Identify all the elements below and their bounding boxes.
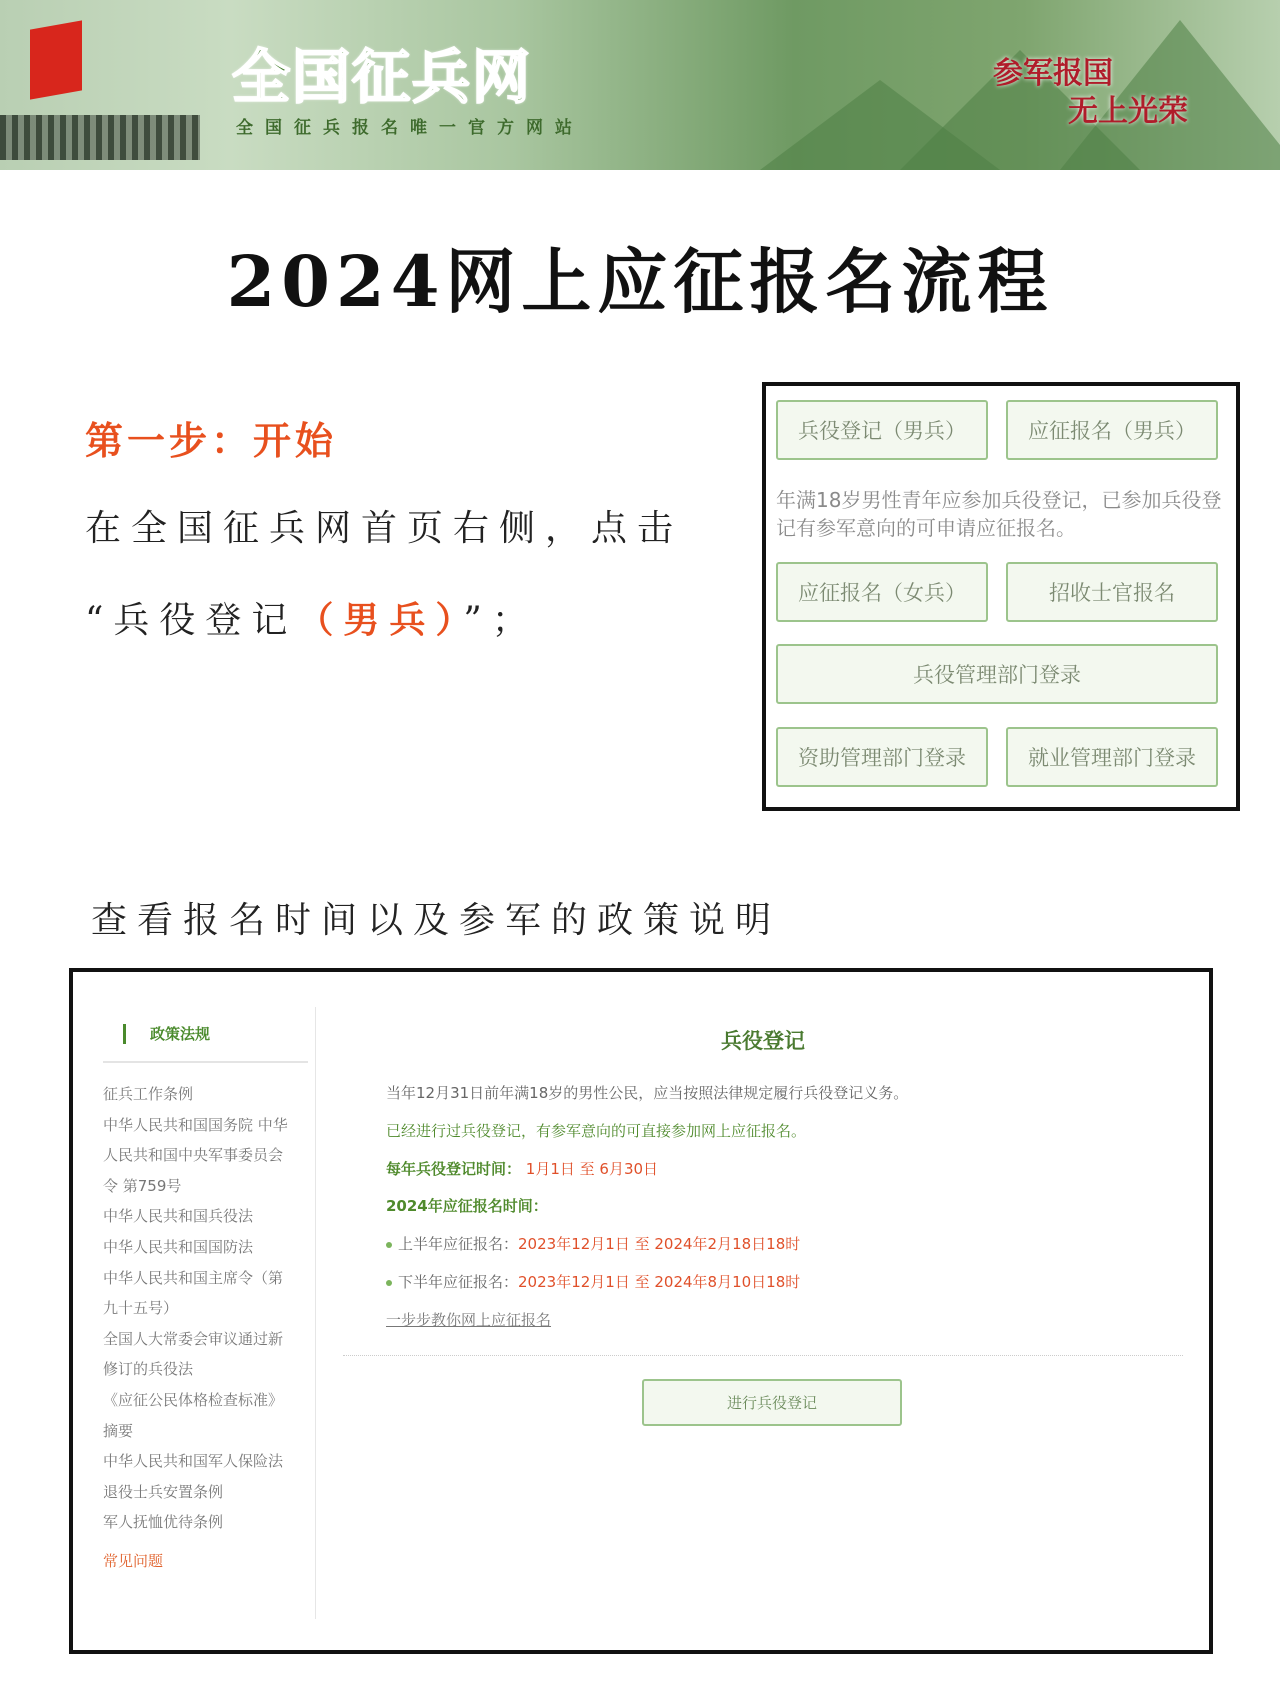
howto-link[interactable]: 一步步教你网上应征报名 xyxy=(386,1311,552,1329)
site-slogan: 全国征兵报名唯一官方网站 xyxy=(236,118,584,138)
registration-page-screenshot xyxy=(69,968,1213,1654)
sidebar-item[interactable]: 令 第759号 xyxy=(103,1176,182,1195)
bullet-icon xyxy=(386,1242,392,1248)
sidebar-item[interactable]: 军人抚恤优待条例 xyxy=(103,1513,224,1532)
nco-recruit-button[interactable]: 招收士官报名 xyxy=(1006,562,1218,622)
soldiers-image xyxy=(0,115,200,160)
sidebar-item[interactable]: 中华人民共和国主席令（第 xyxy=(103,1268,284,1287)
dotted-divider xyxy=(343,1355,1183,1356)
registration-time xyxy=(386,1159,658,1179)
text: ”； xyxy=(463,600,538,641)
para-obligation: 当年12月31日前年满18岁的男性公民，应当按照法律规定履行兵役登记义务。 xyxy=(386,1084,909,1102)
second-half-enlist xyxy=(386,1272,800,1292)
label: 下半年应征报名： xyxy=(398,1273,519,1291)
registration-title: 兵役登记 xyxy=(721,1029,805,1053)
flag-icon xyxy=(30,20,82,99)
text: “兵役登记 xyxy=(85,600,298,641)
value: 2023年12月1日 至 2024年2月18日18时 xyxy=(518,1235,801,1253)
site-logo: 全国征兵网 xyxy=(232,43,533,111)
sidebar-item[interactable]: 中华人民共和国军人保险法 xyxy=(103,1452,284,1471)
sidebar-item[interactable]: 中华人民共和国兵役法 xyxy=(103,1207,254,1226)
page-title: 2024网上应征报名流程 xyxy=(226,240,1054,323)
motto-line1: 参军报国 xyxy=(993,56,1113,91)
funding-admin-login-button[interactable]: 资助管理部门登录 xyxy=(776,727,988,787)
howto-row xyxy=(386,1310,551,1330)
sidebar-item[interactable]: 中华人民共和国国防法 xyxy=(103,1237,254,1256)
military-admin-login-button[interactable]: 兵役管理部门登录 xyxy=(776,644,1218,704)
step-text-line1: 在全国征兵网首页右侧，点击 xyxy=(85,508,684,549)
sidebar-item[interactable]: 九十五号） xyxy=(103,1299,179,1318)
sidebar-heading: 政策法规 xyxy=(123,1024,210,1044)
sidebar-item[interactable]: 摘要 xyxy=(103,1421,134,1440)
sidebar-item[interactable]: 《应征公民体格检查标准》 xyxy=(103,1390,284,1409)
step-heading: 第一步：开始 xyxy=(85,419,338,463)
first-half-enlist xyxy=(386,1234,800,1254)
enlist-male-button[interactable]: 应征报名（男兵） xyxy=(1006,400,1218,460)
sidebar-item[interactable]: 退役士兵安置条例 xyxy=(103,1482,224,1501)
site-banner xyxy=(0,0,1280,170)
enlist-time-label: 2024年应征报名时间： xyxy=(386,1197,548,1215)
vertical-divider xyxy=(315,1007,316,1619)
homepage-panel-screenshot xyxy=(762,382,1240,811)
enlist-female-button[interactable]: 应征报名（女兵） xyxy=(776,562,988,622)
value: 1月1日 至 6月30日 xyxy=(525,1160,659,1178)
faq-link[interactable]: 常见问题 xyxy=(103,1552,164,1570)
para-registered: 已经进行过兵役登记，有参军意向的可直接参加网上应征报名。 xyxy=(386,1122,807,1140)
sidebar-item[interactable]: 全国人大常委会审议通过新 xyxy=(103,1329,284,1348)
highlight-text: （男兵） xyxy=(297,599,464,641)
sidebar-item[interactable]: 人民共和国中央军事委员会 xyxy=(103,1146,284,1165)
bullet-icon xyxy=(386,1280,392,1286)
mountain-decoration xyxy=(760,80,1000,170)
step-text-line2 xyxy=(85,592,538,643)
military-registration-male-button[interactable]: 兵役登记（男兵） xyxy=(776,400,988,460)
employment-admin-login-button[interactable]: 就业管理部门登录 xyxy=(1006,727,1218,787)
sidebar-item[interactable]: 修订的兵役法 xyxy=(103,1360,194,1379)
sidebar-item[interactable]: 征兵工作条例 xyxy=(103,1085,194,1103)
sidebar-divider xyxy=(103,1061,308,1063)
label: 上半年应征报名： xyxy=(398,1235,519,1253)
sidebar-list xyxy=(103,1079,303,1538)
motto-line2: 无上光荣 xyxy=(1068,94,1188,129)
panel-description: 年满18岁男性青年应参加兵役登记，已参加兵役登记有参军意向的可申请应征报名。 xyxy=(776,488,1222,540)
label: 每年兵役登记时间： xyxy=(386,1160,522,1178)
sidebar-item[interactable]: 中华人民共和国国务院 中华 xyxy=(103,1115,288,1134)
register-button[interactable]: 进行兵役登记 xyxy=(642,1379,902,1426)
policy-caption: 查看报名时间以及参军的政策说明 xyxy=(91,900,782,941)
value: 2023年12月1日 至 2024年8月10日18时 xyxy=(518,1273,801,1291)
